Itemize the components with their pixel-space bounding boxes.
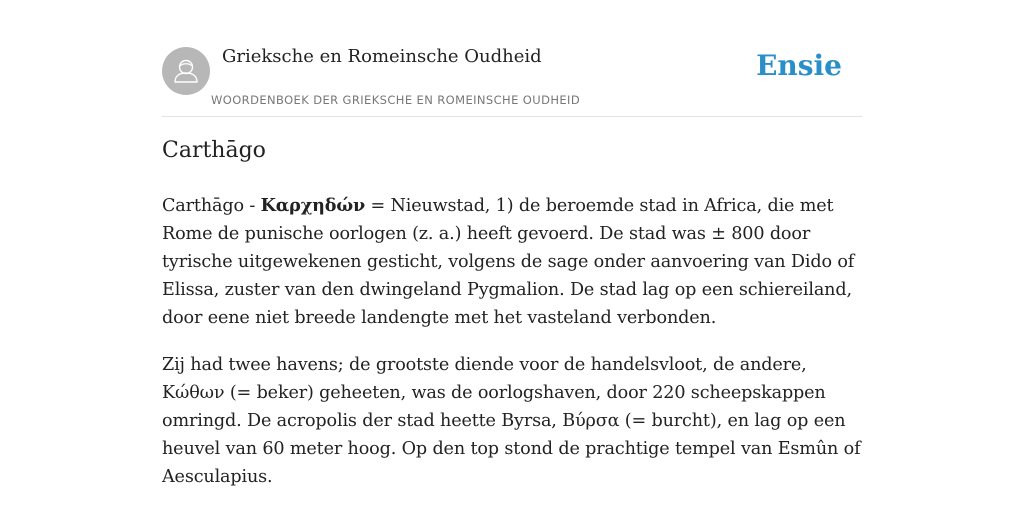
greek-term: Καρχηδών	[260, 195, 365, 216]
brand-logo[interactable]: Ensie	[756, 49, 842, 82]
entry-body	[162, 192, 862, 510]
entry-title: Carthāgo	[162, 138, 266, 163]
entry-term: Carthāgo	[162, 196, 244, 216]
page	[162, 0, 862, 487]
term-separator: -	[243, 196, 261, 216]
source-subtitle: WOORDENBOEK DER GRIEKSCHE EN ROMEINSCHE OUDHEID	[211, 93, 581, 107]
user-avatar-icon	[162, 47, 210, 95]
paragraph-1-text: = Nieuwstad, 1) de beroemde stad in Africa, die met Rome de punische oorlogen (z. a.) heeft gevoerd. De stad was ± 800 door tyrische uitgewekenen gesticht, volgens de sage onder aanvoering van Dido of Elissa, zuster van den dwingeland Pygmalion. De stad lag op een schiereiland, door eene niet breede landengte met het vasteland verbonden.	[162, 196, 855, 328]
entry-paragraph-1	[162, 192, 862, 332]
entry-paragraph-2: Zij had twee havens; de grootste diende voor de handelsvloot, de andere, Κώθων (= beker) geheeten, was de oorlogshaven, door 220 scheepskappen omringd. De acropolis der stad heette Byrsa, Βύρσα (= burcht), en lag op een heuvel van 60 meter hoog. Op den top stond de prachtige tempel van Esmûn of Aesculapius.	[162, 355, 861, 487]
source-title[interactable]: Grieksche en Romeinsche Oudheid	[222, 46, 542, 67]
source-header	[162, 0, 862, 117]
